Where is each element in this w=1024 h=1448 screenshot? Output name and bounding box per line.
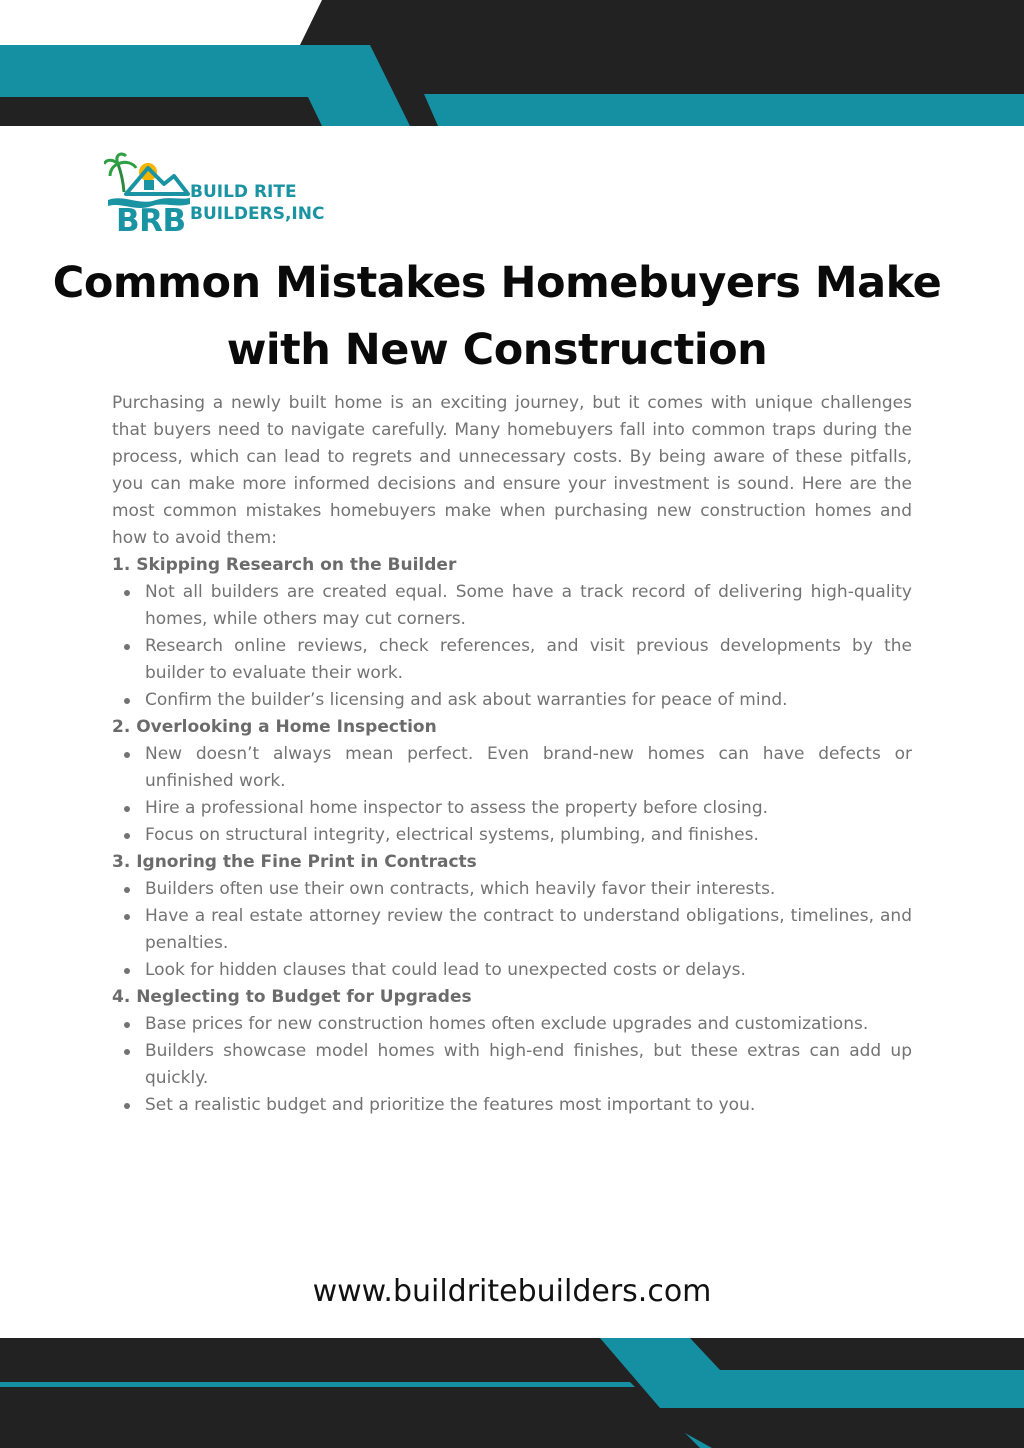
list-item: Base prices for new construction homes often exclude upgrades and customizations. [112, 1011, 912, 1038]
list-item: New doesn’t always mean perfect. Even brand-new homes can have defects or unfinished work. [112, 741, 912, 795]
section-3 [112, 849, 912, 984]
list-item: Builders showcase model homes with high-end finishes, but these extras can add up quickly. [112, 1038, 912, 1092]
top-decorative-band [0, 0, 1024, 126]
house-icon [126, 168, 188, 194]
section-heading: 3. Ignoring the Fine Print in Contracts [112, 852, 477, 872]
section-4 [112, 984, 912, 1119]
section-heading: 2. Overlooking a Home Inspection [112, 717, 437, 737]
bullet-list [112, 579, 912, 714]
section-heading: 4. Neglecting to Budget for Upgrades [112, 987, 472, 1007]
list-item: Not all builders are created equal. Some have a track record of delivering high-quality homes, while others may cut corners. [112, 579, 912, 633]
article-body [112, 390, 912, 1119]
bullet-list [112, 876, 912, 984]
list-item: Research online reviews, check references, and visit previous developments by the builder to evaluate their work. [112, 633, 912, 687]
list-item: Focus on structural integrity, electrical systems, plumbing, and finishes. [112, 822, 912, 849]
title-line-1: Common Mistakes Homebuyers Make [52, 258, 942, 308]
bullet-list [112, 1011, 912, 1119]
logo-name-line2: BUILDERS,INC [190, 204, 325, 224]
section-2 [112, 714, 912, 849]
bullet-list [112, 741, 912, 849]
list-item: Hire a professional home inspector to assess the property before closing. [112, 795, 912, 822]
logo-name-line1: BUILD RITE [190, 182, 297, 202]
list-item: Set a realistic budget and prioritize the features most important to you. [112, 1092, 912, 1119]
list-item: Confirm the builder’s licensing and ask about warranties for peace of mind. [112, 687, 912, 714]
section-1 [112, 552, 912, 714]
page-title [0, 250, 994, 384]
title-line-2: with New Construction [226, 325, 768, 375]
logo-company-name [190, 181, 324, 225]
list-item: Builders often use their own contracts, which heavily favor their interests. [112, 876, 912, 903]
bottom-decorative-band [0, 1338, 1024, 1448]
logo-monogram: BRB [116, 203, 186, 239]
company-logo [104, 150, 354, 242]
intro-paragraph: Purchasing a newly built home is an exciting journey, but it comes with unique challenges that buyers need to navigate carefully. Many homebuyers fall into common traps during the process, which can lead to regrets and unnecessary costs. By being aware of these pitfalls, you can make more informed decisions and ensure your investment is sound. Here are the most common mistakes homebuyers make when purchasing new construction homes and how to avoid them: [112, 393, 912, 548]
website-url[interactable]: www.buildritebuilders.com [312, 1274, 712, 1309]
section-heading: 1. Skipping Research on the Builder [112, 555, 457, 575]
list-item: Look for hidden clauses that could lead to unexpected costs or delays. [112, 957, 912, 984]
list-item: Have a real estate attorney review the contract to understand obligations, timelines, and penalties. [112, 903, 912, 957]
